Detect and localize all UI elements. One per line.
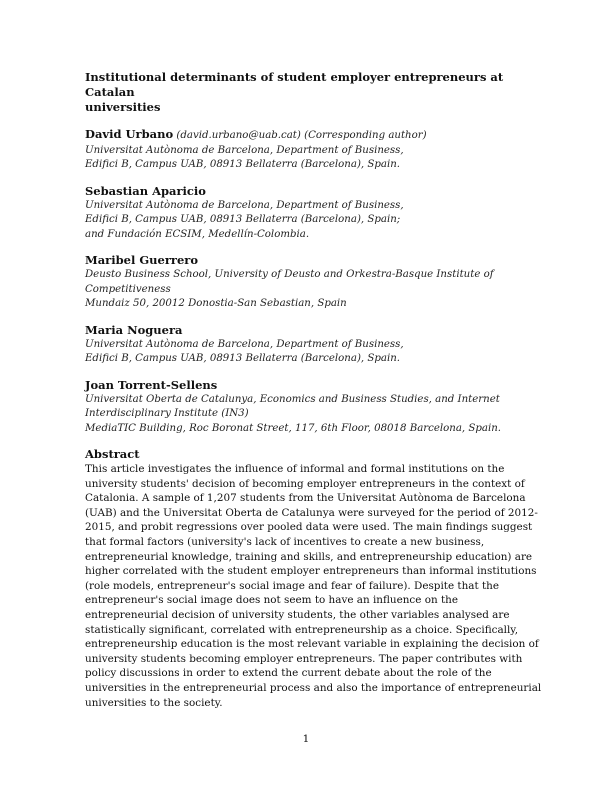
title-line: universities	[85, 100, 161, 114]
author-affiliation	[85, 199, 525, 243]
author-name: Joan Torrent-Sellens	[85, 377, 218, 392]
affiliation-line: Interdisciplinary Institute (IN3)	[85, 408, 249, 419]
author-name-line	[85, 323, 525, 338]
author-name: Sebastian Aparicio	[85, 183, 206, 198]
author-affiliation	[85, 393, 525, 437]
affiliation-line: and Fundación ECSIM, Medellín-Colombia.	[85, 228, 310, 240]
abstract-line: Catalonia. A sample of 1,207 students from the Universitat Autònoma de Barcelona	[85, 492, 526, 505]
author-block	[85, 184, 525, 243]
author-name-line	[85, 184, 525, 199]
abstract-line: 2015, and probit regressions over pooled data were used. The main findings suggest	[85, 521, 533, 534]
affiliation-line: Deusto Business School, University of Deusto and Orkestra-Basque Institute of	[85, 269, 494, 280]
affiliation-line: Universitat Oberta de Catalunya, Economics and Business Studies, and Internet	[85, 393, 500, 405]
abstract-heading: Abstract	[85, 447, 140, 461]
paper-title	[85, 70, 525, 115]
author-affiliation	[85, 144, 525, 173]
page-content	[85, 70, 542, 710]
abstract-line: university students becoming employer entrepreneurs. The paper contributes with	[85, 652, 523, 665]
abstract-line: entrepreneur's social image does not seem to have an influence on the	[85, 594, 458, 607]
abstract-line: university students' decision of becoming employer entrepreneurs in the context of	[85, 477, 525, 490]
author-name-line	[85, 253, 525, 268]
affiliation-line: Edifici B, Campus UAB, 08913 Bellaterra (Barcelona), Spain;	[85, 214, 401, 225]
author-contact: (david.urbano@uab.cat) (Corresponding author)	[173, 130, 427, 141]
author-name: Maribel Guerrero	[85, 253, 199, 267]
title-line: Institutional determinants of student employer entrepreneurs at Catalan	[85, 70, 504, 99]
author-name: Maria Noguera	[85, 322, 183, 337]
page-number: 1	[302, 733, 310, 745]
affiliation-line: Mundaiz 50, 20012 Donostia-San Sebastian, Spain	[85, 298, 347, 309]
author-block	[85, 253, 525, 312]
author-name-line	[85, 378, 525, 393]
affiliation-line: MediaTIC Building, Roc Boronat Street, 117, 6th Floor, 08018 Barcelona, Spain.	[85, 422, 502, 434]
abstract-line: that formal factors (university's lack of incentives to create a new business,	[85, 535, 485, 548]
affiliation-line: Universitat Autònoma de Barcelona, Department of Business,	[85, 199, 404, 211]
affiliation-line: Universitat Autònoma de Barcelona, Department of Business,	[85, 144, 404, 156]
abstract-body	[85, 462, 542, 710]
author-name: David Urbano	[85, 127, 174, 141]
abstract-line: (UAB) and the Universitat Oberta de Catalunya were surveyed for the period of 2012-	[85, 506, 538, 519]
abstract-line: policy discussions in order to extend the current debate about the role of the	[85, 667, 492, 680]
abstract-line: universities in the entrepreneurial process and also the importance of entrepreneurial	[85, 681, 542, 694]
abstract-line: statistically significant, correlated with entrepreneurship as a choice. Specifically,	[85, 623, 519, 636]
author-affiliation	[85, 338, 525, 367]
abstract-line: entrepreneurial knowledge, training and skills, and entrepreneurship education) are	[85, 550, 533, 563]
author-block	[85, 127, 525, 173]
author-affiliation	[85, 268, 525, 312]
abstract-line: entrepreneurial decision of university students, the other variables analysed are	[85, 608, 510, 621]
abstract-line: universities to the society.	[85, 696, 223, 709]
affiliation-line: Edifici B, Campus UAB, 08913 Bellaterra (Barcelona), Spain.	[85, 353, 401, 364]
affiliation-line: Universitat Autònoma de Barcelona, Department of Business,	[85, 338, 404, 350]
author-name-line	[85, 127, 525, 144]
affiliation-line: Edifici B, Campus UAB, 08913 Bellaterra (Barcelona), Spain.	[85, 159, 401, 170]
abstract-line: (role models, entrepreneur's social image and fear of failure). Despite that the	[85, 579, 499, 592]
affiliation-line: Competitiveness	[85, 283, 171, 295]
author-block	[85, 378, 525, 437]
abstract-line: higher correlated with the student employer entrepreneurs than informal institutions	[85, 565, 537, 578]
abstract-line: entrepreneurship education is the most relevant variable in explaining the decision of	[85, 638, 539, 651]
author-block	[85, 323, 525, 367]
abstract-line: This article investigates the influence of informal and formal institutions on the	[85, 463, 505, 475]
